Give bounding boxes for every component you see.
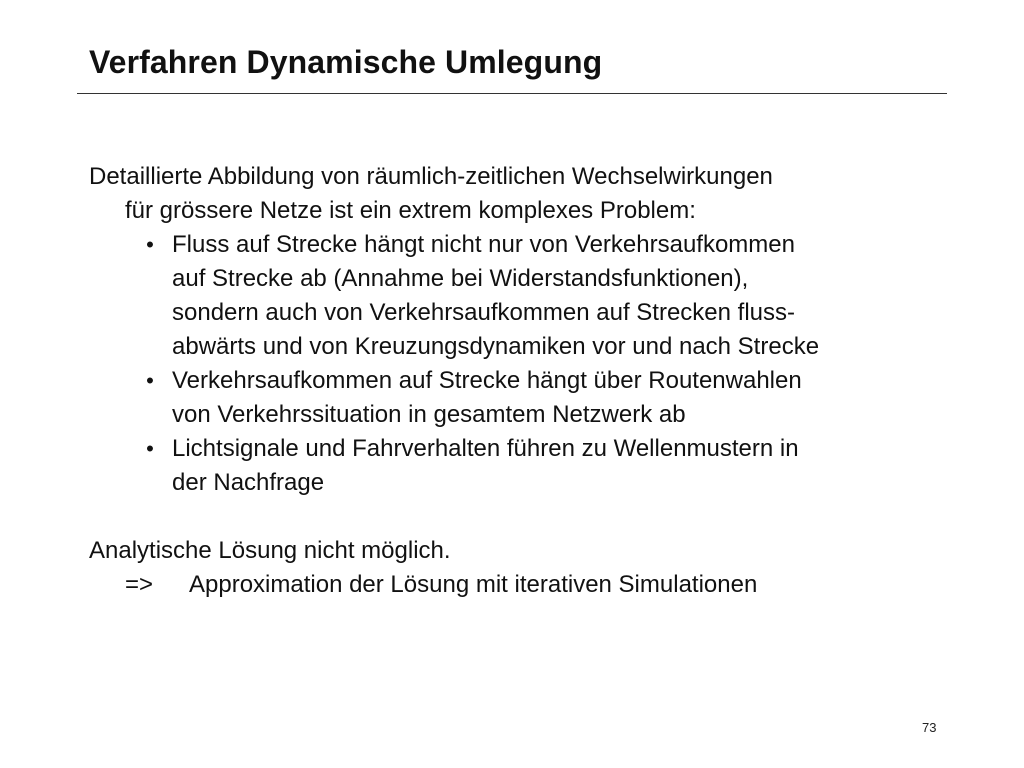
- intro-line-1: Detaillierte Abbildung von räumlich-zeitlichen Wechselwirkungen: [89, 163, 773, 190]
- bullet-icon: •: [146, 232, 154, 257]
- slide-title: Verfahren Dynamische Umlegung: [89, 44, 603, 80]
- bullet-list: [89, 228, 969, 500]
- title-divider: [77, 93, 947, 94]
- bullet-icon: •: [146, 368, 154, 393]
- bullet-line: Verkehrsaufkommen auf Strecke hängt über Routenwahlen: [172, 367, 802, 394]
- bullet-icon: •: [146, 436, 154, 461]
- bullet-item: [89, 432, 969, 500]
- bullet-line: auf Strecke ab (Annahme bei Widerstandsfunktionen),: [172, 265, 749, 292]
- conclusion-statement: Analytische Lösung nicht möglich.: [89, 537, 451, 564]
- bullet-line: sondern auch von Verkehrsaufkommen auf Strecken fluss-: [172, 299, 795, 326]
- bullet-line: von Verkehrssituation in gesamtem Netzwerk ab: [172, 401, 686, 428]
- slide-body: [89, 160, 969, 602]
- bullet-line: Lichtsignale und Fahrverhalten führen zu Wellenmustern in: [172, 435, 799, 462]
- implies-arrow: =>: [125, 571, 154, 598]
- conclusion-approach: Approximation der Lösung mit iterativen Simulationen: [189, 571, 758, 598]
- bullet-item: [89, 228, 969, 364]
- bullet-item: [89, 364, 969, 432]
- intro-line-2: für grössere Netze ist ein extrem komplexes Problem:: [125, 197, 696, 224]
- bullet-line: Fluss auf Strecke hängt nicht nur von Verkehrsaufkommen: [172, 231, 795, 258]
- bullet-line: der Nachfrage: [172, 469, 325, 496]
- bullet-line: abwärts und von Kreuzungsdynamiken vor und nach Strecke: [172, 333, 820, 360]
- page-number: 73: [922, 720, 937, 735]
- spacer: [89, 500, 969, 534]
- conclusion-approach-row: [89, 568, 969, 602]
